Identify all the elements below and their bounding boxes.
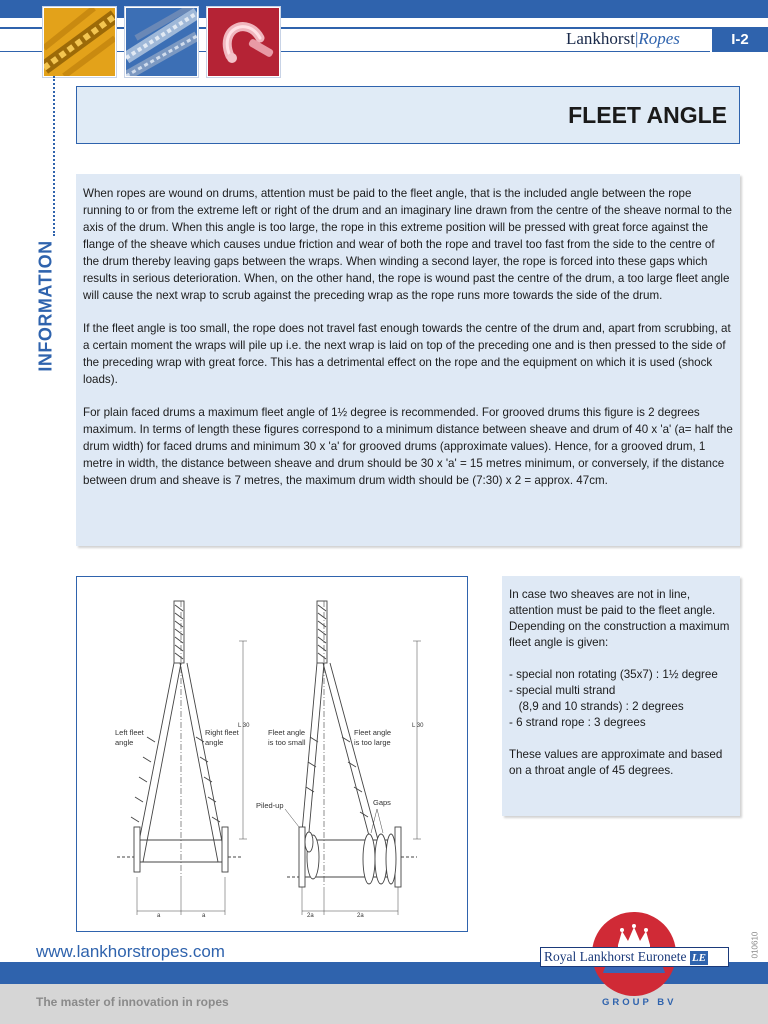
page-code: I-2 — [712, 28, 768, 52]
left-diagram — [117, 601, 247, 915]
side-note-panel — [502, 576, 740, 816]
dim-a-left: a — [157, 913, 161, 919]
fleet-angle-diagram — [76, 576, 468, 932]
dim-2a-right: 2a — [357, 913, 364, 919]
label-right-fleet-angle: Right fleet — [205, 728, 239, 737]
label-gaps: Gaps — [373, 798, 391, 807]
label-too-large: Fleet angle — [354, 728, 392, 737]
side-note-intro: In case two sheaves are not in line, attention must be paid to the fleet angle. Depending on the construction a maximum fleet angle is given: — [509, 588, 730, 649]
list-item: - special non rotating (35x7) : 1½ degree — [509, 668, 718, 681]
label-right-fleet-angle-2: angle — [205, 738, 224, 747]
label-too-small-2: is too small — [268, 738, 306, 747]
list-item: - special multi strand — [509, 684, 616, 697]
group-label: GROUP BV — [602, 997, 677, 1008]
brand-name: Lankhorst — [566, 29, 635, 48]
page-title: FLEET ANGLE — [568, 102, 727, 128]
section-label: INFORMATION — [35, 240, 56, 372]
website-link[interactable]: www.lankhorstropes.com — [36, 942, 225, 961]
body-text-panel — [76, 174, 740, 546]
footer-tagline: The master of innovation in ropes — [36, 995, 229, 1009]
title-banner — [76, 86, 740, 144]
company-logo-plate — [540, 947, 729, 967]
side-dotted-rule — [53, 76, 55, 236]
label-left-fleet-angle-2: angle — [115, 738, 134, 747]
list-item: - 6 strand rope : 3 degrees — [509, 716, 646, 729]
dim-l30-right: L 30 — [412, 723, 424, 729]
company-name: Royal Lankhorst Euronete — [544, 949, 687, 964]
brand-ropes: Ropes — [638, 29, 680, 48]
document-code: 010610 — [750, 931, 760, 959]
body-paragraph: If the fleet angle is too small, the rope does not travel fast enough towards the centre of the drum and, apart from scrubbing, at a certain moment the wraps will pile up i.e. the next wrap is laid on top of the preceding one and is then pressed to the side of the preceding wrap with great force. This has a detrimental effect on the rope and the equipment on which it is used (shock loads). — [83, 322, 731, 386]
label-left-fleet-angle: Left fleet — [115, 728, 144, 737]
dim-2a-left: 2a — [307, 913, 314, 919]
brand-separator: | — [634, 29, 639, 48]
right-diagram — [285, 601, 421, 915]
side-note-list — [509, 667, 732, 731]
label-too-small: Fleet angle — [268, 728, 306, 737]
company-mark: LE — [691, 952, 706, 964]
side-note-closing: These values are approximate and based on a throat angle of 45 degrees. — [509, 748, 723, 777]
dim-l30-left: L 30 — [238, 723, 250, 729]
twisted-rope-tile — [43, 7, 116, 77]
list-item: (8,9 and 10 strands) : 2 degrees — [509, 700, 684, 713]
brand-wordmark — [566, 29, 706, 51]
steel-wire-rope-tile — [125, 7, 198, 77]
body-paragraph: For plain faced drums a maximum fleet angle of 1½ degree is recommended. For grooved drums this figure is 2 degrees maximum. In terms of length these figures correspond to a minimum distance between sheave and drum of 40 x 'a' (a= half the drum width) for faced drums and minimum 30 x 'a' for grooved drums (approximate values). Hence, for a grooved drum, 1 metre in width, the distance between sheave and drum should be 30 x 'a' = 15 metres minimum, or conversely, if the distance between drum and sheave is 7 metres, the maximum drum width should be (7:30) x 2 = approx. 47cm. — [83, 406, 733, 487]
dim-a-right: a — [202, 913, 206, 919]
label-too-large-2: is too large — [354, 738, 391, 747]
body-paragraph: When ropes are wound on drums, attention must be paid to the fleet angle, that is the included angle between the rope running to or from the extreme left or right of the drum and an imaginary line drawn from the centre of the sheave normal to the axis of the drum. When this angle is too large, the rope in this extreme position will be pressed with great force against the flange of the sheave which causes undue friction and wear of both the rope and travel too fast from the side to the centre of the drum thereby leaving gaps between the wraps. When winding a second layer, the rope is forced into these gaps which results in serious deterioration. When, on the other hand, the rope is wound past the centre of the drum, a too large fleet angle will cause the next wrap to scrub against the preceding wrap as the rope runs more towards the side of the drum. — [83, 187, 732, 302]
shackle-icon — [207, 7, 280, 77]
label-piled-up: Piled-up — [256, 801, 284, 810]
